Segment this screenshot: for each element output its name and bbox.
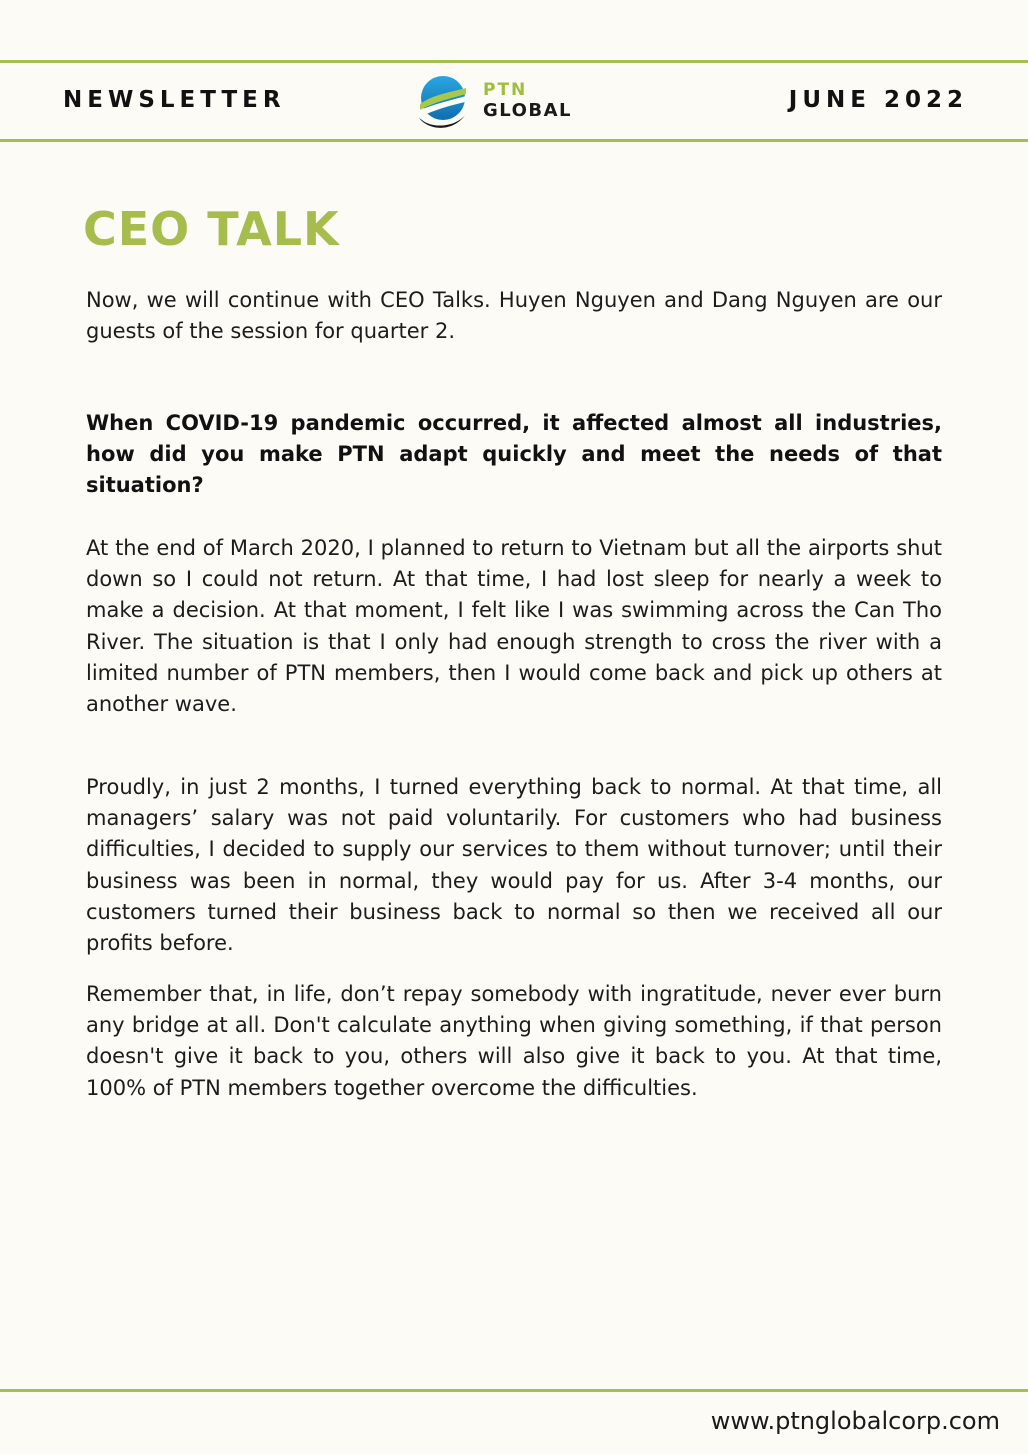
header-bottom-rule (0, 139, 1028, 142)
website-url: www.ptnglobalcorp.com (710, 1407, 1000, 1435)
logo-text-ptn: PTN (483, 80, 528, 100)
globe-swoosh-icon (416, 74, 472, 132)
footer-rule (0, 1389, 1028, 1392)
answer-paragraph-2: Proudly, in just 2 months, I turned everything back to normal. At that time, all managers’ salary was not paid voluntarily. For customers who had business difficulties, I decided to supply our services to them without turnover; until their business was been in normal, they would pay for us. After 3-4 months, our customers turned their business back to normal so then we received all our profits before. (86, 775, 942, 956)
issue-date-label: JUNE 2022 (788, 87, 968, 113)
answer-paragraph-1: At the end of March 2020, I planned to return to Vietnam but all the airports shut down so I could not return. At that time, I had lost sleep for nearly a week to make a decision. At that moment, I felt like I was swimming across the Can Tho River. The situation is that I only had enough strength to cross the river with a limited number of PTN members, then I would come back and pick up others at another wave. (86, 536, 942, 717)
ptn-global-logo (416, 74, 586, 134)
logo-text-global: GLOBAL (483, 100, 573, 121)
header-top-rule (0, 60, 1028, 63)
answer-paragraph-3: Remember that, in life, don’t repay somebody with ingratitude, never ever burn any bridge at all. Don't calculate anything when giving something, if that person doesn't give it back to you, others will also give it back to you. At that time, 100% of PTN members together overcome the difficulties. (86, 982, 942, 1100)
newsletter-label: NEWSLETTER (63, 87, 286, 113)
intro-paragraph: Now, we will continue with CEO Talks. Huyen Nguyen and Dang Nguyen are our guests of the session for quarter 2. (86, 288, 942, 344)
interview-question: When COVID-19 pandemic occurred, it affected almost all industries, how did you make PTN adapt quickly and meet the needs of that situation? (86, 411, 942, 498)
page-title: CEO TALK (83, 202, 340, 256)
